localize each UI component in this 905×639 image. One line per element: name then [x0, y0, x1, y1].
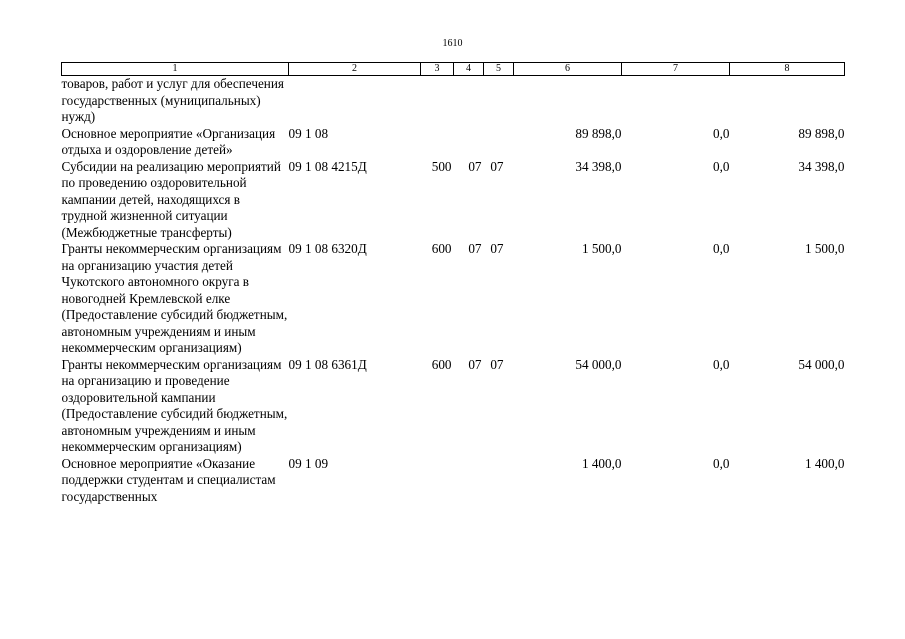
row-code: 09 1 09 — [288, 455, 329, 471]
column-header-7: 7 — [622, 63, 730, 76]
row-name: Гранты некоммерческим организациям на организацию и проведение оздоровительной кампании (Предоставление субсидий бюджетным, автономным учреждениям и иным некоммерческим организациям) — [61, 356, 288, 454]
row-value-6 — [514, 76, 622, 126]
page-number: 1610 — [442, 38, 463, 49]
row-subsection: 07 — [490, 158, 504, 174]
row-value-8: 34 398,0 — [798, 158, 845, 174]
table-body — [62, 76, 845, 506]
row-subsection — [484, 76, 514, 126]
row-code: 09 1 08 — [288, 125, 329, 141]
row-value-6: 54 000,0 — [575, 356, 622, 372]
row-section — [454, 126, 484, 159]
row-expense-type: 600 — [431, 241, 452, 256]
row-expense-type: 600 — [431, 356, 452, 372]
row-value-6: 34 398,0 — [575, 158, 622, 174]
table-row — [62, 126, 845, 159]
row-name: Основное мероприятие «Организация отдыха и оздоровление детей» — [61, 125, 276, 157]
column-header-6: 6 — [514, 63, 622, 76]
budget-table — [61, 62, 845, 505]
row-subsection: 07 — [490, 356, 504, 372]
row-value-8 — [730, 76, 845, 126]
table-header — [62, 63, 845, 76]
row-section — [454, 76, 484, 126]
table-row — [62, 456, 845, 506]
row-value-7: 0,0 — [713, 125, 730, 141]
row-value-8: 1 400,0 — [804, 455, 845, 471]
header-row — [62, 63, 845, 76]
row-value-7: 0,0 — [713, 455, 730, 471]
row-section: 07 — [468, 158, 482, 174]
row-code — [289, 76, 421, 126]
row-name: Гранты некоммерческим организациям на организацию участия детей Чукотского автономного округа в новогодней Кремлевской елке (Предоставление субсидий бюджетным, автономным учреждениям и иным некоммерческим организациям) — [61, 241, 288, 355]
table-row — [62, 357, 845, 456]
table-row — [62, 159, 845, 242]
row-value-6: 1 400,0 — [581, 455, 622, 471]
column-header-5: 5 — [484, 63, 514, 76]
column-header-4: 4 — [454, 63, 484, 76]
column-header-2: 2 — [289, 63, 421, 76]
row-expense-type: 500 — [431, 158, 452, 174]
row-value-6: 89 898,0 — [575, 125, 622, 141]
row-value-8: 1 500,0 — [804, 241, 845, 256]
row-subsection — [484, 126, 514, 159]
row-value-6: 1 500,0 — [581, 241, 622, 256]
table-row — [62, 241, 845, 357]
row-section: 07 — [468, 356, 482, 372]
row-name: Субсидии на реализацию мероприятий по проведению оздоровительной кампании детей, находящихся в трудной жизненной ситуации (Межбюджетные трансферты) — [61, 158, 281, 240]
table-row — [62, 76, 845, 126]
row-value-8: 54 000,0 — [798, 356, 845, 372]
row-value-7: 0,0 — [713, 158, 730, 174]
row-code: 09 1 08 6361Д — [288, 356, 367, 372]
row-name: товаров, работ и услуг для обеспечения государственных (муниципальных) нужд) — [61, 76, 284, 124]
row-value-7 — [622, 76, 730, 126]
row-section — [454, 456, 484, 506]
row-subsection: 07 — [490, 241, 504, 256]
column-header-8: 8 — [730, 63, 845, 76]
row-expense-type — [421, 456, 454, 506]
row-value-8: 89 898,0 — [798, 125, 845, 141]
row-name: Основное мероприятие «Оказание поддержки студентам и специалистам государственных — [61, 455, 276, 504]
row-code: 09 1 08 4215Д — [288, 158, 367, 174]
column-header-1: 1 — [62, 63, 289, 76]
row-code: 09 1 08 6320Д — [288, 241, 367, 256]
row-value-7: 0,0 — [713, 241, 730, 256]
row-value-7: 0,0 — [713, 356, 730, 372]
row-section: 07 — [468, 241, 482, 256]
row-expense-type — [421, 76, 454, 126]
column-header-3: 3 — [421, 63, 454, 76]
row-expense-type — [421, 126, 454, 159]
row-subsection — [484, 456, 514, 506]
